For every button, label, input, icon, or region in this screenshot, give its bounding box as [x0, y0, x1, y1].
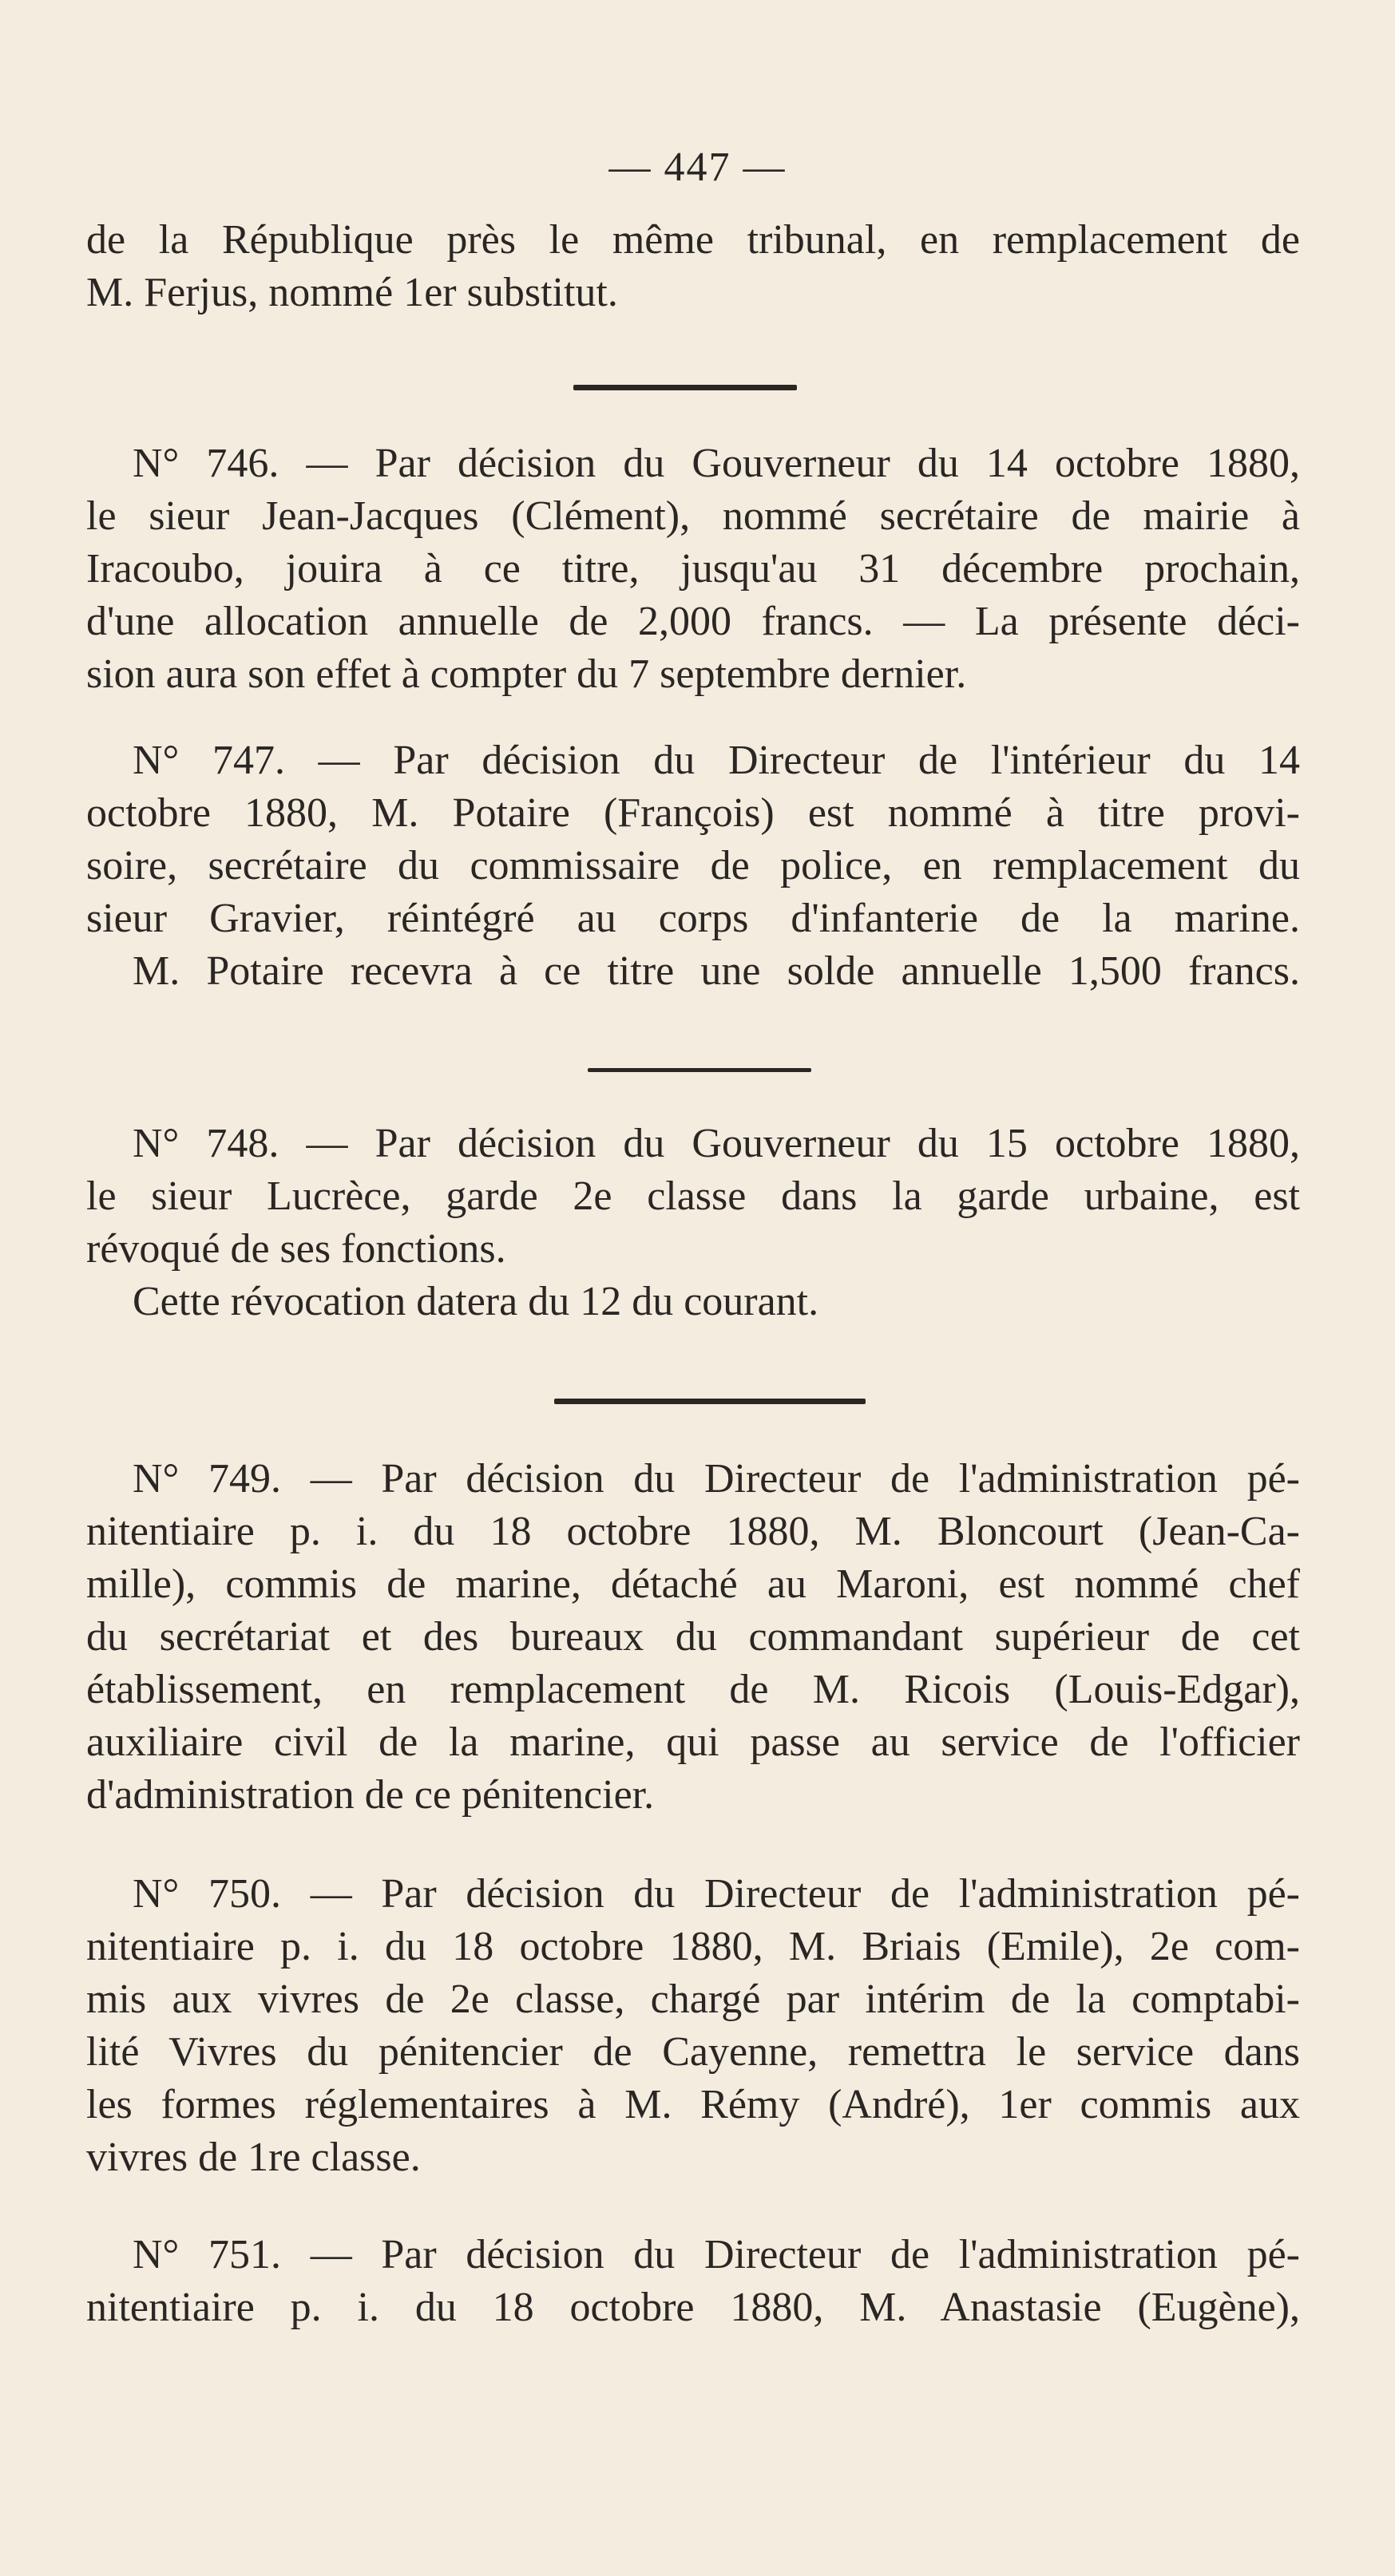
separator-rule	[588, 1068, 811, 1072]
text-line: N° 748. — Par décision du Gouverneur du 15 octobre 1880,	[133, 1121, 1300, 1166]
entry-747	[86, 734, 1300, 998]
text-line: révoqué de ses fonctions.	[86, 1226, 506, 1272]
text-line: mille), commis de marine, détaché au Maroni, est nommé chef	[86, 1561, 1300, 1607]
intro-paragraph	[86, 214, 1300, 319]
text-line: N° 747. — Par décision du Directeur de l'intérieur du 14	[133, 738, 1300, 783]
text-line: du secrétariat et des bureaux du commandant supérieur de cet	[86, 1614, 1300, 1660]
text-line: sion aura son effet à compter du 7 septembre dernier.	[86, 651, 967, 697]
text-line: nitentiaire p. i. du 18 octobre 1880, M. Anastasie (Eugène),	[86, 2285, 1300, 2330]
text-line: vivres de 1re classe.	[86, 2135, 421, 2180]
text-line: M. Ferjus, nommé 1er substitut.	[86, 270, 618, 315]
text-line: N° 746. — Par décision du Gouverneur du 14 octobre 1880,	[133, 441, 1300, 486]
text-line: auxiliaire civil de la marine, qui passe au service de l'officier	[86, 1719, 1300, 1765]
text-line: M. Potaire recevra à ce titre une solde annuelle 1,500 francs.	[133, 948, 1300, 994]
separator-rule	[573, 385, 797, 390]
text-line: nitentiaire p. i. du 18 octobre 1880, M. Briais (Emile), 2e com-	[86, 1924, 1300, 1969]
entry-746	[86, 437, 1300, 701]
text-line: d'une allocation annuelle de 2,000 francs. — La présente déci-	[86, 599, 1300, 644]
text-line: mis aux vivres de 2e classe, chargé par intérim de la comptabi-	[86, 1977, 1300, 2022]
text-line: établissement, en remplacement de M. Ricois (Louis-Edgar),	[86, 1667, 1300, 1712]
entry-750	[86, 1868, 1300, 2184]
text-line: de la République près le même tribunal, en remplacement de	[86, 217, 1300, 263]
text-line: les formes réglementaires à M. Rémy (André), 1er commis aux	[86, 2082, 1300, 2127]
text-line: octobre 1880, M. Potaire (François) est nommé à titre provi-	[86, 790, 1300, 836]
text-line: soire, secrétaire du commissaire de police, en remplacement du	[86, 843, 1300, 888]
entry-751	[86, 2229, 1300, 2334]
text-line: Iracoubo, jouira à ce titre, jusqu'au 31 décembre prochain,	[86, 546, 1300, 592]
text-line: nitentiaire p. i. du 18 octobre 1880, M. Bloncourt (Jean-Ca-	[86, 1509, 1300, 1554]
entry-748	[86, 1118, 1300, 1328]
text-line: N° 749. — Par décision du Directeur de l'administration pé-	[133, 1456, 1300, 1502]
text-line: N° 750. — Par décision du Directeur de l'administration pé-	[133, 1871, 1300, 1917]
text-line: d'administration de ce pénitencier.	[86, 1772, 655, 1818]
text-line: lité Vivres du pénitencier de Cayenne, remettra le service dans	[86, 2029, 1300, 2075]
page-number: — 447 —	[608, 144, 787, 190]
text-line: le sieur Lucrèce, garde 2e classe dans la garde urbaine, est	[86, 1173, 1300, 1219]
text-line: le sieur Jean-Jacques (Clément), nommé secrétaire de mairie à	[86, 493, 1300, 539]
text-line: N° 751. — Par décision du Directeur de l'administration pé-	[133, 2232, 1300, 2277]
separator-rule	[554, 1399, 866, 1404]
text-line: Cette révocation datera du 12 du courant.	[133, 1279, 819, 1324]
entry-749	[86, 1453, 1300, 1822]
text-line: sieur Gravier, réintégré au corps d'infanterie de la marine.	[86, 896, 1300, 941]
